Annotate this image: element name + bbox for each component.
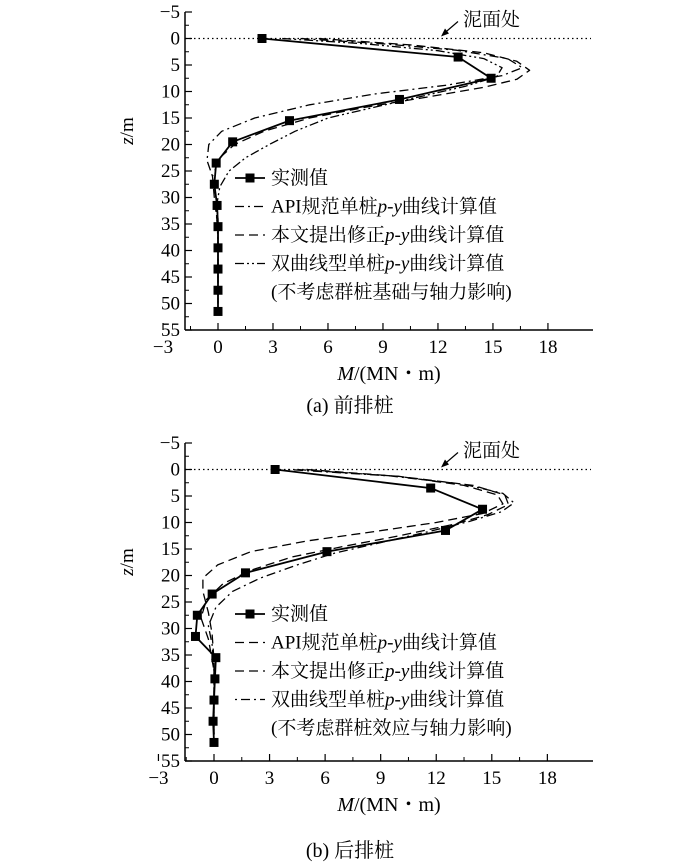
chart-panel-1 (117, 433, 593, 862)
legend (235, 167, 512, 303)
y-tick-label: 55 (161, 320, 180, 341)
y-axis-label (117, 548, 138, 577)
legend-entry-part: API规范单桩 (271, 632, 378, 654)
x-tick-label: 18 (538, 337, 558, 358)
legend-marker (246, 174, 255, 183)
x-axis-label-symbol: M (337, 363, 354, 385)
legend-entry: 实测值 (271, 168, 329, 189)
y-axis-label-unit: /m (117, 117, 138, 138)
legend-entry-part: 曲线计算值 (409, 661, 505, 682)
y-tick-label: 0 (170, 28, 180, 50)
y-tick-label: 30 (161, 618, 180, 640)
figure-caption: (a) 前排桩 (306, 395, 394, 417)
y-tick-label: 5 (170, 486, 180, 507)
data-point (210, 738, 219, 747)
legend-entry (271, 196, 497, 218)
x-tick-label: −3 (152, 337, 174, 358)
legend-entry-part: 曲线计算值 (409, 689, 505, 711)
x-tick-label: 9 (378, 337, 388, 358)
x-tick-label: 15 (482, 768, 502, 789)
data-point (191, 632, 200, 641)
y-tick-label: 45 (161, 698, 180, 719)
legend-entry-part: API规范单桩 (271, 196, 378, 218)
y-tick-label: 35 (161, 645, 180, 666)
y-tick-label: 50 (161, 293, 180, 315)
y-tick-label: 40 (161, 671, 180, 693)
x-axis-label (336, 363, 440, 385)
y-tick-label: 0 (170, 459, 180, 481)
legend-entry (271, 632, 497, 654)
legend-entry-part: p-y (377, 196, 402, 218)
legend-entry-part: 双曲线型单桩 (271, 689, 386, 711)
legend-entry (271, 224, 504, 246)
data-point (214, 307, 223, 316)
y-axis-label-unit: /m (117, 548, 138, 569)
legend-note: (不考虑群桩基础与轴力影响) (271, 282, 512, 303)
y-tick-label: 55 (161, 751, 180, 772)
legend (235, 603, 512, 739)
x-axis-label-unit: /(MN・m) (354, 794, 441, 816)
figure-caption: (b) 后排桩 (305, 840, 395, 862)
x-axis-label-unit: /(MN・m) (354, 363, 441, 385)
x-tick-label: 0 (213, 337, 223, 358)
legend-entry (271, 253, 504, 275)
legend-entry-part: p-y (385, 689, 410, 711)
legend-entry-part: 双曲线型单桩 (271, 253, 386, 275)
x-tick-label: −3 (148, 768, 169, 789)
legend-note: (不考虑群桩效应与轴力影响) (271, 718, 512, 739)
data-point (478, 505, 487, 514)
x-tick-label: 3 (268, 337, 278, 358)
x-tick-label: 3 (264, 768, 275, 789)
data-point (257, 34, 266, 43)
legend-entry-part: 本文提出修正 (271, 661, 386, 682)
y-tick-label: 10 (161, 512, 180, 534)
x-tick-label: 18 (537, 768, 557, 789)
x-tick-label: 12 (426, 768, 446, 789)
y-tick-label: 25 (161, 592, 180, 613)
data-point (322, 547, 331, 556)
legend-entry-part: p-y (377, 632, 402, 654)
y-tick-label: 15 (161, 108, 180, 129)
legend-entry-part: p-y (385, 253, 410, 275)
data-point (271, 465, 280, 474)
legend-entry-part: 曲线计算值 (409, 225, 505, 246)
legend-entry-part: 本文提出修正 (271, 225, 386, 246)
x-tick-label: 6 (320, 768, 330, 789)
y-tick-label: 35 (161, 214, 180, 235)
legend-entry: 实测值 (271, 604, 329, 625)
legend-entry-part: 曲线计算值 (409, 253, 505, 275)
y-tick-label: 25 (161, 161, 180, 182)
x-tick-label: 9 (375, 768, 386, 789)
y-tick-label: 5 (170, 55, 180, 76)
y-tick-label: 20 (161, 134, 180, 156)
y-axis-label-symbol: z (117, 137, 138, 145)
x-tick-label: 0 (209, 768, 219, 789)
legend-entry (271, 689, 504, 711)
x-axis-label (336, 794, 440, 816)
y-axis-label-symbol: z (117, 568, 138, 576)
y-tick-label: 50 (161, 724, 180, 746)
data-point (209, 717, 218, 726)
y-tick-label: 45 (161, 267, 180, 288)
mudline-label: 泥面处 (463, 9, 521, 31)
x-axis-label-symbol: M (337, 794, 354, 816)
y-tick-label: 10 (161, 81, 180, 103)
data-point (426, 484, 435, 493)
data-point (210, 674, 219, 683)
x-tick-label: 15 (483, 337, 503, 358)
legend-entry-part: p-y (385, 661, 410, 682)
legend-marker (246, 610, 255, 619)
legend-entry-part: 曲线计算值 (401, 632, 497, 654)
legend-entry-part: p-y (385, 225, 410, 246)
y-tick-label: 30 (161, 187, 180, 209)
y-tick-label: 20 (161, 565, 180, 587)
legend-entry-part: 曲线计算值 (401, 196, 497, 218)
y-tick-label: 15 (161, 539, 180, 560)
x-tick-label: 12 (428, 337, 448, 358)
x-tick-label: 6 (323, 337, 333, 358)
data-point (228, 137, 237, 146)
mudline-label: 泥面处 (463, 440, 521, 462)
y-tick-label: −5 (159, 2, 180, 23)
y-tick-label: 40 (161, 240, 180, 262)
legend-entry (271, 660, 504, 682)
data-point (193, 611, 202, 620)
chart-panel-0 (117, 2, 593, 417)
y-axis-label (117, 117, 138, 146)
y-tick-label: −5 (159, 433, 180, 454)
